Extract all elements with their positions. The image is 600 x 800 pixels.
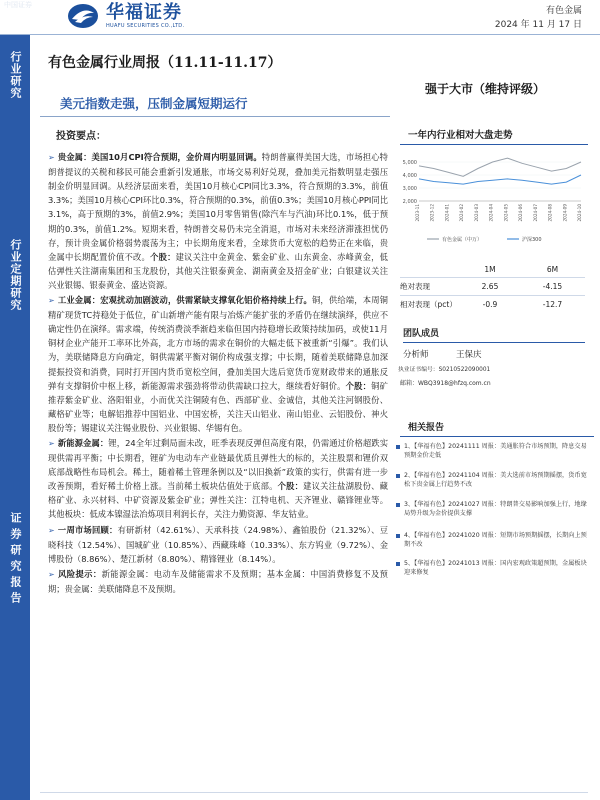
x-tick-label: 2024-09 bbox=[562, 204, 568, 222]
table-row: 相对表现（pct） -0.9 -12.7 bbox=[400, 296, 585, 314]
team-title: 团队成员 bbox=[403, 326, 585, 343]
logo bbox=[66, 2, 184, 30]
y-tick-label: 5,000 bbox=[402, 160, 417, 166]
report-title: 有色金属行业周报（11.11-11.17） bbox=[48, 55, 282, 71]
x-tick-label: 2024-02 bbox=[459, 204, 465, 222]
bullet-icon: ➢ bbox=[48, 525, 55, 535]
header-1m: 1M bbox=[484, 265, 496, 274]
x-tick-label: 2023-11 bbox=[415, 204, 420, 222]
header-divider bbox=[0, 34, 600, 35]
related-report[interactable]: 3、【华福有色】20241027 周报：特朗普交易影响加强上行，地缘局势升级为金价提供支撑 bbox=[396, 501, 588, 519]
paragraph-industrial-metals: ➢ 工业金属：宏观扰动加剧波动，供需紧缺支撑氧化铝价格持续上行。铜，供给端，本周铜精矿现货TC持稳处于低位，矿山新增产能有限与冶炼产能扩张的矛盾仍在继续演绎，供应不确定性仍在演绎。需求端，传统消费淡季渐趋来临但国内持稳增长政策持续加码，或使11月铜材企业产能开工率环比外高，北方市场的需求在铜价的大幅走低下被重新“引爆”。我们认为，美联储降息方向确定，铜供需紧平衡对铜价构成强支撑；中长期，随着美联储降息加深提振投资和消费，同时打开国内货币宽松空间，叠加美国大选后宽货币宽财政带来的通胀反弹有支撑铜价中枢上移，新能源需求强劲将带动供需缺口拉大，继续看好铜价。个股：铜矿推荐紫金矿业、洛阳钼业，小而优关注铜陵有色、西部矿业、金诚信，其他关注河钢股份、藏格矿业等；电解铝推荐中国铝业、中国宏桥，关注天山铝业、南山铝业、云铝股份、神火股份等；锡建议关注锡业股份、兴业银锡、华锡有色。 bbox=[48, 295, 388, 433]
table-header-row bbox=[400, 262, 585, 278]
series-line bbox=[419, 158, 581, 176]
report-subtitle: 美元指数走强，压制金属短期运行 bbox=[60, 96, 248, 111]
left-sidebar bbox=[0, 35, 30, 800]
related-report[interactable]: 5、【华福有色】20241013 周报：国内宏观政策超预期，金属板块迎来修复 bbox=[396, 560, 588, 578]
analyst-role: 分析师 bbox=[403, 350, 429, 360]
y-tick-label: 2,000 bbox=[402, 199, 417, 205]
x-tick-label: 2024-01 bbox=[444, 204, 450, 222]
relative-performance-chart bbox=[395, 143, 585, 251]
watermark: 中国证券 bbox=[4, 1, 32, 9]
sidebar-top-label: 行业研究 bbox=[9, 51, 22, 99]
logo-en: HUAFU SECURITIES CO.,LTD. bbox=[106, 23, 185, 29]
paragraph-risk: ➢ 风险提示：新能源金属：电动车及储能需求不及预期；基本金属：中国消费修复不及预期；贵金属：美联储降息不及预期。 bbox=[48, 568, 388, 594]
paragraph-precious-metals: ➢ 贵金属：美国10月CPI符合预期，金价周内明显回调。特朗普赢得美国大选，市场担心特朗普提议的关税和移民可能会重新引发通胀，市场交易利好兑现，叠加美元指数明显走强压制金价明显回调。从经济层面来看，美国10月核心CPI同比3.3%，符合预期的3.3%，前值3.3%；美国10月核心CPI环比0.3%，符合预期的0.3%，前值0.3%；美国10月核心PPI同比3.1%，高于预期的3%，前值2.9%；美国10月零售销售(除汽车与汽油)环比0.1%，低于预期的0.3%，前值1.2%。短期来看，特朗普交易仍未完全消退，市场对未来经济滞涨担忧仍存，预计贵金属价格弱势震荡为主；中长期角度来看，全球货币大宽松的趋势正在来临，贵金属中长期配置价值不改。个股：建议关注中金黄金、紫金矿业、山东黄金、赤峰黄金，低估弹性关注湖南集团和玉龙股份，其他关注银泰黄金、湖南黄金及招金矿业；白银建议关注兴业银锡、银泰黄金、盛达资源。 bbox=[48, 152, 388, 290]
related-report[interactable]: 4、【华福有色】20241020 周报：短期市场预期摇摆，长期向上预期不改 bbox=[396, 532, 588, 550]
y-tick-label: 3,000 bbox=[402, 186, 417, 192]
x-tick-label: 2024-06 bbox=[518, 204, 524, 222]
analyst-cert: 执业证书编号：S0210522090001 bbox=[398, 367, 491, 373]
bullet-icon: ➢ bbox=[48, 153, 55, 163]
chart-title: 一年内行业相对大盘走势 bbox=[400, 127, 588, 145]
header-date: 2024 年 11 月 17 日 bbox=[494, 20, 582, 30]
logo-cn: 华福证券 bbox=[106, 2, 182, 23]
header-sector: 有色金属 bbox=[545, 6, 582, 16]
square-bullet-icon bbox=[396, 474, 400, 478]
x-tick-label: 2024-05 bbox=[503, 204, 509, 222]
bullet-icon: ➢ bbox=[48, 296, 55, 306]
analyst-email[interactable]: 邮箱：WBQ3918@hfzq.com.cn bbox=[400, 380, 491, 387]
header-6m: 6M bbox=[546, 265, 559, 274]
performance-table bbox=[400, 262, 585, 313]
footer-divider bbox=[40, 792, 588, 793]
series-line bbox=[419, 175, 581, 184]
header-meta bbox=[495, 4, 582, 32]
main-body bbox=[48, 130, 388, 597]
square-bullet-icon bbox=[396, 534, 400, 538]
rating: 强于大市（维持评级） bbox=[425, 82, 546, 96]
huafu-logo-icon bbox=[66, 2, 100, 30]
x-tick-label: 2023-12 bbox=[429, 204, 435, 222]
square-bullet-icon bbox=[396, 562, 400, 566]
related-report[interactable]: 2、【华福有色】20241104 周报：美大选前市场预期摇摆，货币宽松下贵金属上行趋势不改 bbox=[396, 472, 588, 490]
table-row: 绝对表现 2.65 -4.15 bbox=[400, 278, 585, 296]
paragraph-market-review: ➢ 一周市场回顾：有研新材（42.61%）、天承科技（24.98%）、鑫铂股份（21.32%）、豆晓科技（12.54%）、国城矿业（10.85%）、西藏珠峰（10.33%）、东方钨业（9.72%）、金博股份（8.86%）、楚江新材（8.80%）、精锋锂业（8.14%）。 bbox=[48, 524, 388, 564]
y-tick-label: 4,000 bbox=[402, 173, 417, 179]
analyst-name: 王保庆 bbox=[456, 350, 482, 360]
legend-label: 有色金属（中万） bbox=[442, 237, 483, 243]
x-tick-label: 2024-04 bbox=[488, 204, 494, 222]
bullet-icon: ➢ bbox=[48, 438, 55, 448]
square-bullet-icon bbox=[396, 503, 400, 507]
square-bullet-icon bbox=[396, 445, 400, 449]
x-tick-label: 2024-08 bbox=[547, 204, 553, 222]
sidebar-bottom-label: 证券研究报告 bbox=[9, 512, 22, 608]
bullet-icon: ➢ bbox=[48, 569, 55, 579]
x-tick-label: 2024-03 bbox=[473, 204, 479, 222]
x-tick-label: 2024-10 bbox=[577, 204, 582, 222]
sidebar-middle-label: 行业定期研究 bbox=[9, 239, 22, 311]
paragraph-new-energy-metals: ➢ 新能源金属：锂，24全年过剩局面未改，旺季表现反弹但高度有限，仍需通过价格超跌实现供需再平衡；中长期看，锂矿为电动车产业链最优质且弹性大的标的，关注股票和锂价双底部战略性布局机会。稀土，随着稀土管理条例以及“以旧换新”政策的实行，供需有进一步改善预期，看好稀土价格上涨。当前稀土板块估值处于底部。个股：建议关注盐湖股份、藏格矿业、永兴材料、中矿资源及紫金矿业；弹性关注：江特电机、天齐锂业、赣锋锂业等。其他板块：低成本镍湿法冶炼项目利润长存，关注力勤资源、华友钴业。 bbox=[48, 437, 388, 520]
section-heading: 投资要点： bbox=[56, 131, 106, 142]
title-divider bbox=[40, 116, 390, 117]
x-tick-label: 2024-07 bbox=[532, 204, 538, 222]
related-title: 相关报告 bbox=[400, 420, 594, 437]
related-report[interactable]: 1、【华福有色】20241111 周报：美通胀符合市场预期，降息交易预期金价走低 bbox=[396, 443, 588, 461]
legend-label: 沪深300 bbox=[522, 237, 542, 243]
